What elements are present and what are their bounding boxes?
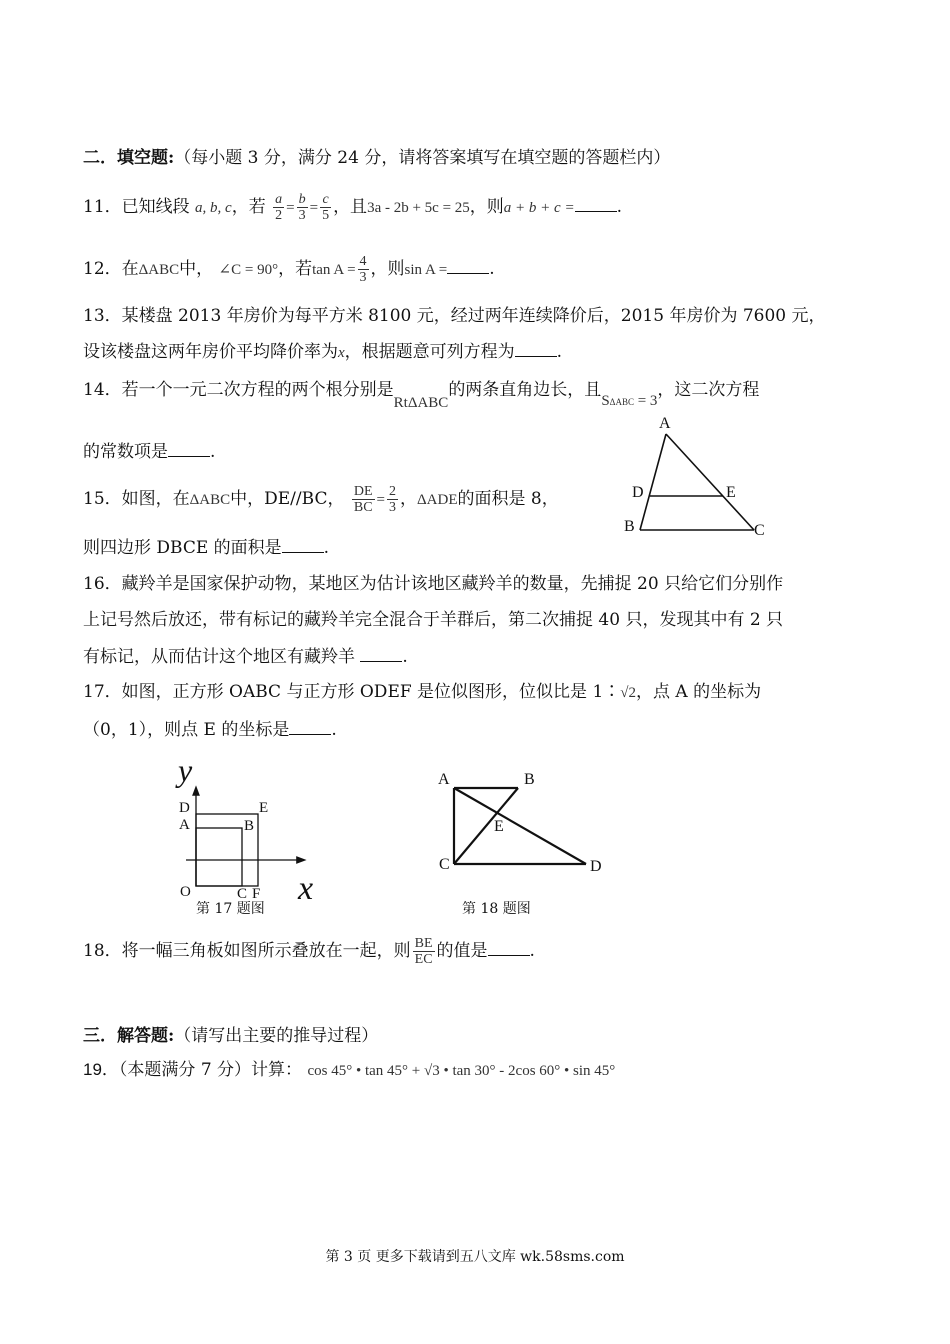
figure-18 [448, 780, 608, 880]
fig15-label-d: D [632, 484, 644, 501]
q12-triangle: ΔABC [138, 262, 180, 278]
q12-tan: tan A = [312, 262, 356, 278]
section-3-title: 三．解答题: [83, 1026, 175, 1046]
fig18-label-d: D [590, 858, 602, 875]
question-19: 19．（本题满分 7 分）计算： cos 45° • tan 45° + √3 • tan 30° - 2cos 60° • sin 45° [83, 1060, 616, 1080]
fig15-label-a: A [659, 415, 671, 432]
fig15-label-b: B [624, 518, 635, 535]
q11-vars: a, b, c [195, 200, 232, 216]
q11-answer-blank[interactable] [575, 195, 617, 212]
question-16-line-2: 上记号然后放还，带有标记的藏羚羊完全混合于羊群后，第二次捕捉 40 只，发现其中有 2 只 [83, 610, 784, 630]
q12-number: 12． [83, 259, 122, 279]
fig17-label-o: O [180, 884, 191, 900]
question-17-line-1: 17．如图，正方形 OABC 与正方形 ODEF 是位似图形，位似比是 1∶√2，点 A 的坐标为 [83, 682, 762, 702]
q11-fraction-c: $\frac{c}{5}$ [322, 192, 330, 223]
fig17-label-f: F [252, 886, 261, 902]
fig18-label-b: B [524, 771, 535, 788]
q14-answer-blank[interactable] [168, 440, 210, 457]
q17-answer-blank[interactable] [289, 718, 331, 735]
q15-triangle: ΔABC [189, 492, 231, 508]
section-2-note: （每小题 3 分，满分 24 分，请将答案填写在填空题的答题栏内） [174, 148, 671, 168]
fig18-label-e: E [494, 818, 504, 835]
fig15-label-e: E [726, 484, 736, 501]
q12-angle: ∠C = 90° [218, 262, 279, 278]
q11-fraction-a: $\frac{a}{2}$ [275, 192, 283, 223]
fig17-label-c: C [237, 886, 248, 902]
q16-answer-blank[interactable] [360, 645, 402, 662]
q14-right-triangle: RtΔABC [393, 395, 449, 411]
q19-number: 19． [83, 1060, 119, 1079]
q11-number: 11． [83, 197, 122, 217]
question-11: 11．已知线段 a, b, c，若 $\frac{a}{2}$ = $\frac{b}{3}$ = $\frac{c}{5}$ ，且3a - 2b + 5c = 25，则a + b + c = . [83, 192, 622, 223]
q11-expression: a + b + c = [503, 200, 575, 216]
fig15-label-c: C [754, 522, 765, 539]
section-3-heading [83, 1024, 378, 1048]
question-15-line-2: 则四边形 DBCE 的面积是 . [83, 538, 330, 558]
question-16-line-1: 16．藏羚羊是国家保护动物，某地区为估计该地区藏羚羊的数量，先捕捉 20 只给它们分别作 [83, 574, 784, 594]
question-13-line-2: 设该楼盘这两年房价平均降价率为x，根据题意可列方程为 . [83, 342, 563, 362]
question-17-line-2: （0，1），则点 E 的坐标是 . [83, 720, 337, 740]
q15-fraction-de-bc: $\frac{DE}{BC}$ [353, 484, 373, 515]
fig17-label-a: A [179, 817, 190, 833]
q15-triangle-ade: ΔADE [417, 492, 458, 508]
section-2-heading [83, 146, 670, 170]
fig17-label-b: B [244, 818, 255, 834]
q12-fraction: $\frac{4}{3}$ [359, 254, 367, 285]
fig17-axis-x: x [298, 870, 314, 907]
q13-variable: x [338, 345, 345, 361]
page-footer: 第 3 页 更多下载请到五八文库 wk.58sms.com [325, 1249, 625, 1265]
q13-answer-blank[interactable] [515, 340, 557, 357]
q11-text: 已知线段 [121, 197, 190, 217]
question-15-line-1: 15．如图，在ΔABC中，DE//BC， $\frac{DE}{BC}$ = $\frac{2}{3}$ ，ΔADE的面积是 8， [83, 484, 559, 515]
question-14-line-1: 14．若一个一元二次方程的两个根分别是RtΔABC的两条直角边长，且SΔABC = 3，这二次方程 [83, 380, 760, 411]
question-14-line-2: 的常数项是 . [83, 442, 216, 462]
q19-expression: cos 45° • tan 45° + √3 • tan 30° - 2cos 60° • sin 45° [307, 1063, 616, 1079]
q11-text-4: ，则 [469, 197, 504, 217]
q15-answer-blank[interactable] [282, 536, 324, 553]
fig17-label-e: E [259, 800, 269, 816]
fig18-caption: 第 18 题图 [462, 901, 531, 917]
q12-sin: sin A = [404, 262, 448, 278]
q18-fraction: $\frac{BE}{EC}$ [414, 936, 433, 967]
question-12: 12．在ΔABC中， ∠C = 90°，若tan A = $\frac{4}{3}$ ，则sin A = . [83, 254, 495, 285]
question-16-line-3: 有标记，从而估计这个地区有藏羚羊 . [83, 647, 408, 667]
fig17-axis-y: y [178, 752, 193, 788]
q11-text-2: ，若 [231, 197, 266, 217]
q11-text-3: ，且 [333, 197, 368, 217]
q18-answer-blank[interactable] [488, 939, 530, 956]
q11-equation: 3a - 2b + 5c = 25 [367, 200, 470, 216]
question-18: 18．将一幅三角板如图所示叠放在一起，则 $\frac{BE}{EC}$ 的值是 . [83, 936, 535, 967]
q17-sqrt-2: √2 [620, 685, 637, 701]
q11-fraction-b: $\frac{b}{3}$ [298, 192, 306, 223]
question-13-line-1: 13．某楼盘 2013 年房价为每平方米 8100 元，经过两年连续降价后，2015 年房价为 7600 元， [83, 306, 826, 326]
section-2-title: 二．填空题: [83, 148, 175, 168]
section-3-note: （请写出主要的推导过程） [174, 1026, 379, 1046]
fig18-label-a: A [438, 771, 450, 788]
fig17-label-d: D [179, 800, 190, 816]
q15-fraction-ratio: $\frac{2}{3}$ [389, 484, 397, 515]
q12-answer-blank[interactable] [447, 257, 489, 274]
q14-area: SΔABC = 3 [601, 393, 658, 409]
fig18-label-c: C [439, 856, 450, 873]
fig17-caption: 第 17 题图 [196, 901, 265, 917]
